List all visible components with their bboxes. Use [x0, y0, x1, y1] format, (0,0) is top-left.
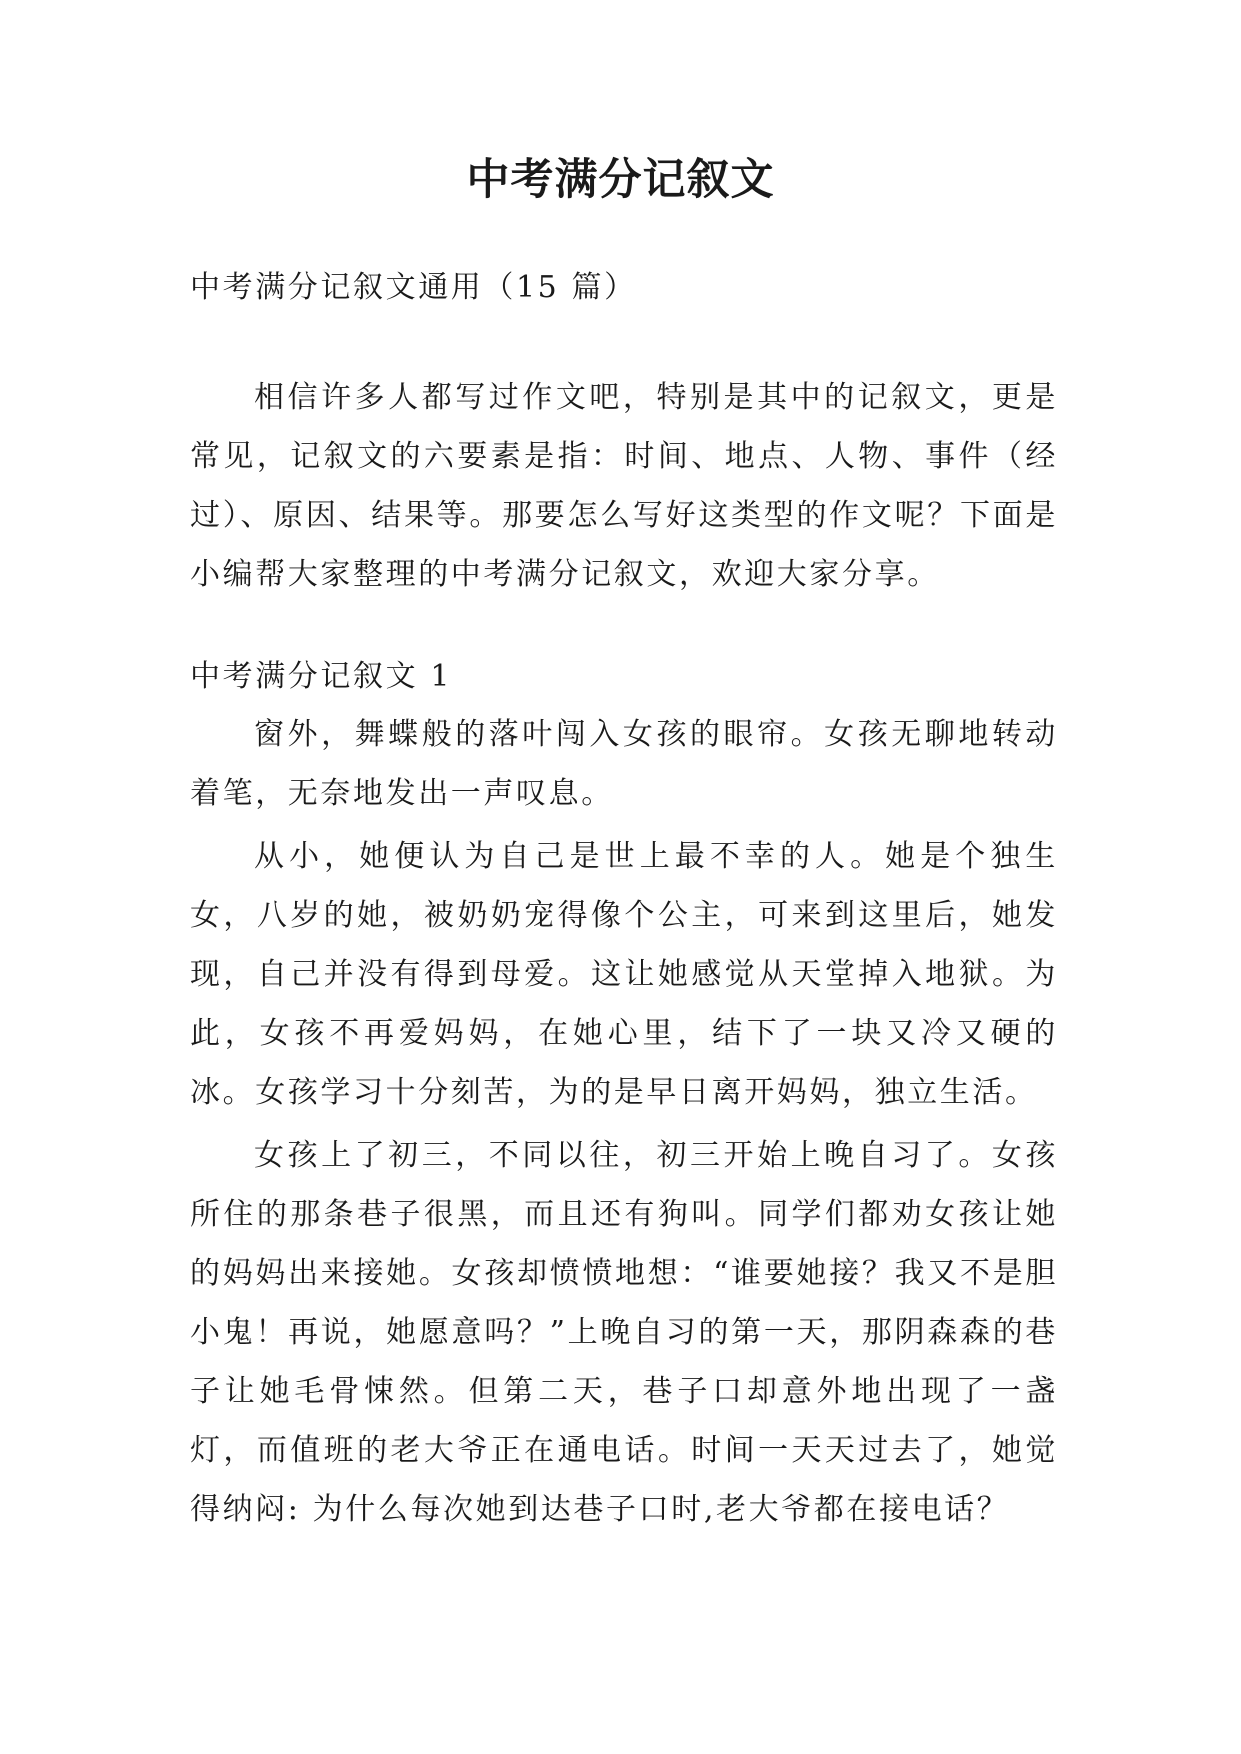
document-title: 中考满分记叙文 [466, 155, 775, 205]
document-subtitle: 中考满分记叙文通用（15 篇） [190, 270, 637, 305]
document-body [190, 258, 1058, 1539]
section-heading: 中考满分记叙文 1 [190, 659, 453, 694]
intro-paragraph: 相信许多人都写过作文吧，特别是其中的记叙文，更是常见，记叙文的六要素是指：时间、地点、人物、事件（经过）、原因、结果等。那要怎么写好这类型的作文呢？下面是小编帮大家整理的中考满分记叙文，欢迎大家分享。 [190, 380, 1058, 592]
body-paragraph: 窗外，舞蝶般的落叶闯入女孩的眼帘。女孩无聊地转动着笔，无奈地发出一声叹息。 [190, 717, 1058, 811]
body-paragraph: 从小，她便认为自己是世上最不幸的人。她是个独生女，八岁的她，被奶奶宠得像个公主，可来到这里后，她发现，自己并没有得到母爱。这让她感觉从天堂掉入地狱。为此，女孩不再爱妈妈，在她心里，结下了一块又冷又硬的冰。女孩学习十分刻苦，为的是早日离开妈妈，独立生活。 [190, 839, 1058, 1110]
body-paragraph: 女孩上了初三，不同以往，初三开始上晚自习了。女孩所住的那条巷子很黑，而且还有狗叫。同学们都劝女孩让她的妈妈出来接她。女孩却愤愤地想：“谁要她接？我又不是胆小鬼！再说，她愿意吗？”上晚自习的第一天，那阴森森的巷子让她毛骨悚然。但第二天，巷子口却意外地出现了一盏灯，而值班的老大爷正在通电话。时间一天天过去了，她觉得纳闷: 为什么每次她到达巷子口时,老大爷都在接电话？ [190, 1138, 1058, 1527]
